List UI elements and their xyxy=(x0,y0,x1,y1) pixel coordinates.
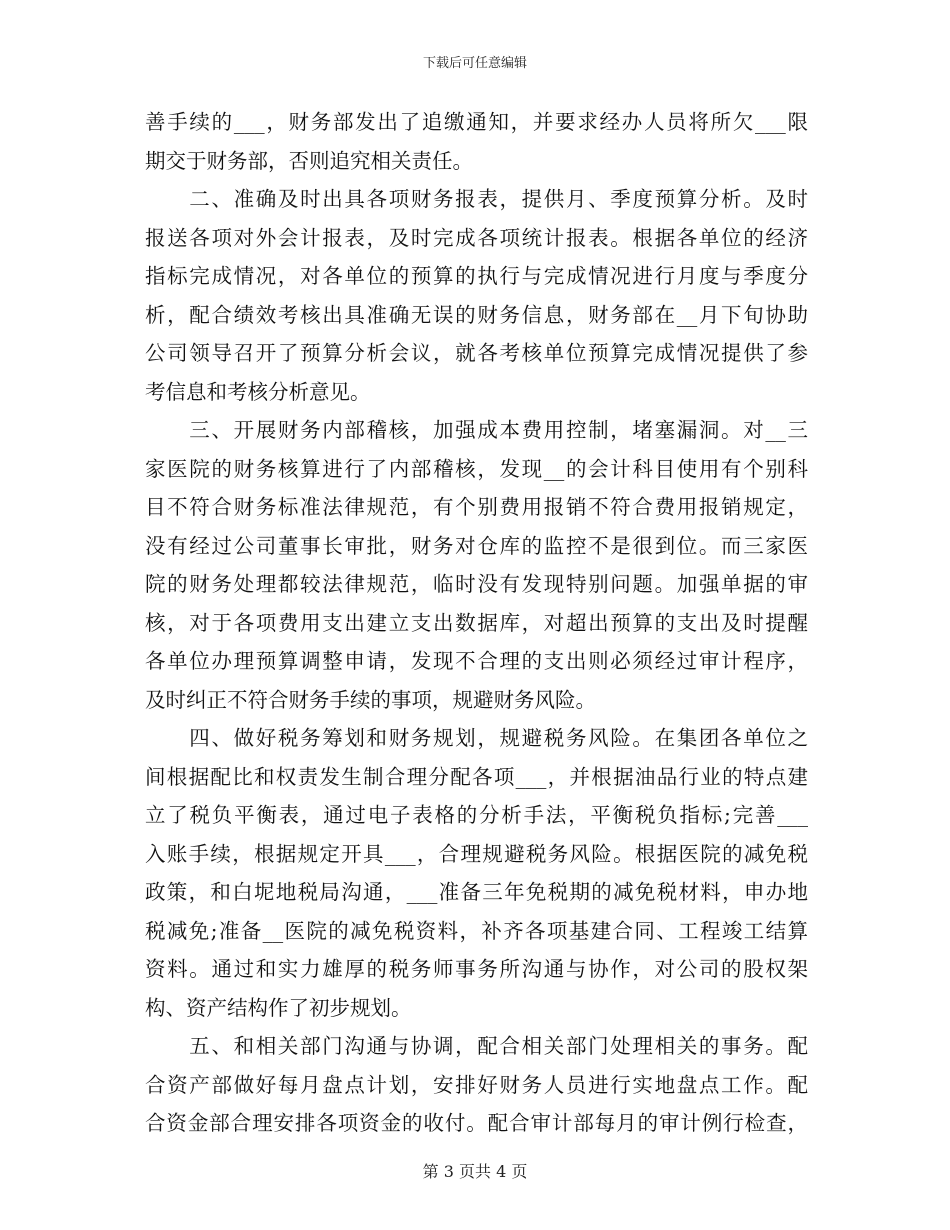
text-line: 间根据配比和权责发生制合理分配各项___，并根据油品行业的特点建 xyxy=(145,764,808,789)
text-line: 各单位办理预算调整申请，发现不合理的支出则必须经过审计程序， xyxy=(145,649,808,673)
text-line: 资料。通过和实力雄厚的税务师事务所沟通与协作，对公司的股权架 xyxy=(145,957,808,981)
text-line: 构、资产结构作了初步规划。 xyxy=(145,995,412,1020)
text-line: 四、做好税务筹划和财务规划，规避税务风险。在集团各单位之 xyxy=(145,726,808,750)
text-line: 院的财务处理都较法律规范，临时没有发现特别问题。加强单据的审 xyxy=(145,572,808,596)
text-line: 报送各项对外会计报表，及时完成各项统计报表。根据各单位的经济 xyxy=(145,225,808,250)
text-line: 政策，和白坭地税局沟通，___准备三年免税期的减免税材料，申办地 xyxy=(145,880,808,904)
text-line: 立了税负平衡表，通过电子表格的分析手法，平衡税负指标;完善___ xyxy=(145,803,808,827)
page-footer: 第 3 页共 4 页 xyxy=(422,1162,528,1181)
text-line: 指标完成情况，对各单位的预算的执行与完成情况进行月度与季度分 xyxy=(145,264,808,288)
text-line: 考信息和考核分析意见。 xyxy=(145,379,371,404)
text-line: 目不符合财务标准法律规范，有个别费用报销不符合费用报销规定， xyxy=(145,495,808,519)
text-line: 二、准确及时出具各项财务报表，提供月、季度预算分析。及时 xyxy=(145,187,808,211)
text-line: 合资产部做好每月盘点计划，安排好财务人员进行实地盘点工作。配 xyxy=(145,1072,808,1097)
text-line: 没有经过公司董事长审批，财务对仓库的监控不是很到位。而三家医 xyxy=(145,533,808,558)
text-line: 家医院的财务核算进行了内部稽核，发现__的会计科目使用有个别科 xyxy=(145,456,808,481)
text-line: 五、和相关部门沟通与协调，配合相关部门处理相关的事务。配 xyxy=(145,1034,808,1058)
page-header: 下载后可任意编辑 xyxy=(422,56,527,71)
text-line: 入账手续，根据规定开具___，合理规避税务风险。根据医院的减免税 xyxy=(145,841,808,866)
text-line: 期交于财务部，否则追究相关责任。 xyxy=(145,148,473,173)
document-body xyxy=(145,103,808,1143)
text-line: 税减免;准备__医院的减免税资料，补齐各项基建合同、工程竣工结算 xyxy=(145,918,808,943)
text-line: 公司领导召开了预算分析会议，就各考核单位预算完成情况提供了参 xyxy=(145,341,808,365)
text-line: 核，对于各项费用支出建立支出数据库，对超出预算的支出及时提醒 xyxy=(145,610,808,635)
text-line: 合资金部合理安排各项资金的收付。配合审计部每月的审计例行检查， xyxy=(145,1111,808,1135)
text-line: 及时纠正不符合财务手续的事项，规避财务风险。 xyxy=(145,687,596,712)
text-line: 析，配合绩效考核出具准确无误的财务信息，财务部在__月下旬协助 xyxy=(145,302,808,327)
text-line: 善手续的___，财务部发出了追缴通知，并要求经办人员将所欠___限 xyxy=(145,110,808,134)
text-line: 三、开展财务内部稽核，加强成本费用控制，堵塞漏洞。对__三 xyxy=(145,418,808,442)
